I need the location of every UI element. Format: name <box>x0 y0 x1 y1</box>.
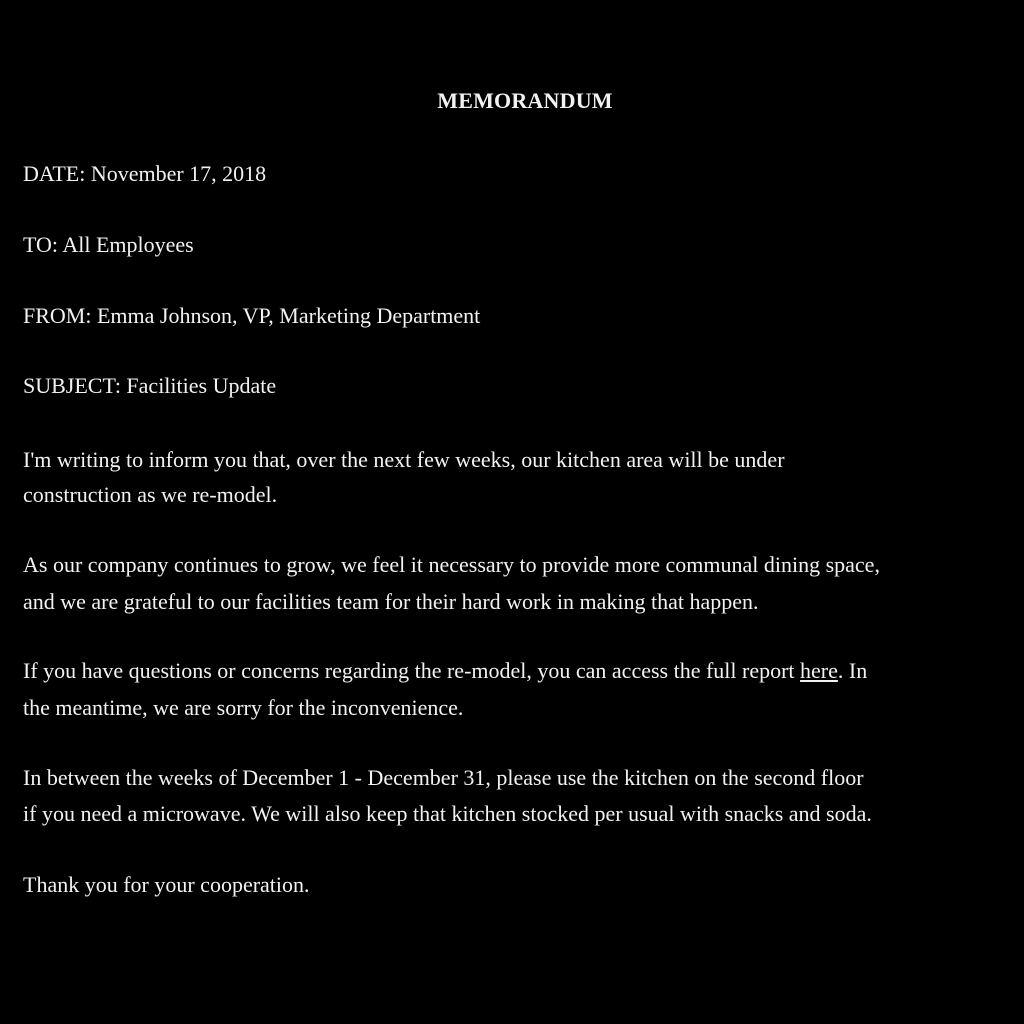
report-link[interactable]: here <box>800 658 838 683</box>
paragraph-2-line-2: and we are grateful to our facilities team for their hard work in making that happen. <box>23 589 759 614</box>
paragraph-3-text-before-link: If you have questions or concerns regarding the re-model, you can access the full report <box>23 658 801 683</box>
memo-to: TO: All Employees <box>23 232 194 257</box>
paragraph-4-line-1: In between the weeks of December 1 - December 31, please use the kitchen on the second floor <box>23 765 864 790</box>
paragraph-3-line-2: the meantime, we are sorry for the inconvenience. <box>23 695 464 720</box>
paragraph-1-line-2: construction as we re-model. <box>23 482 278 507</box>
paragraph-4-line-2: if you need a microwave. We will also keep that kitchen stocked per usual with snacks and soda. <box>23 801 872 826</box>
memo-subject: SUBJECT: Facilities Update <box>23 373 277 398</box>
paragraph-3-text-after-link: . In <box>837 658 868 683</box>
memo-closing: Thank you for your cooperation. <box>23 872 310 897</box>
memo-title: MEMORANDUM <box>437 88 613 113</box>
memo-from: FROM: Emma Johnson, VP, Marketing Department <box>23 303 481 328</box>
paragraph-3-line-1 <box>23 654 867 688</box>
paragraph-2-line-1: As our company continues to grow, we feel it necessary to provide more communal dining space, <box>23 552 880 577</box>
paragraph-1-line-1: I'm writing to inform you that, over the next few weeks, our kitchen area will be under <box>23 447 785 472</box>
memo-date: DATE: November 17, 2018 <box>23 161 267 186</box>
